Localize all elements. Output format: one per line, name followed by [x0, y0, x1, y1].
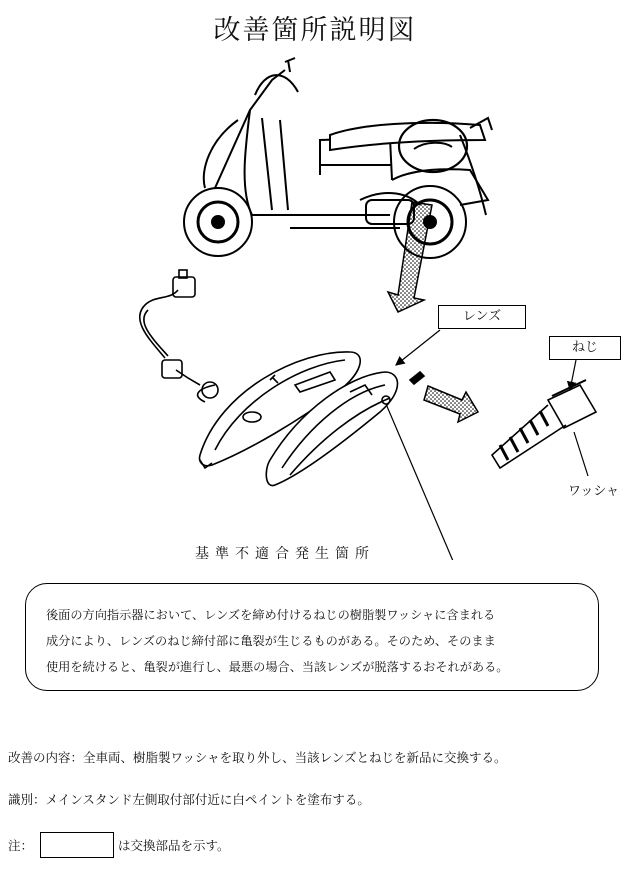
defect-description — [25, 583, 599, 691]
note-prefix: 注： — [8, 838, 34, 853]
screw-drawing — [492, 380, 596, 468]
description-line-1: 後面の方向指示器において、レンズを締め付けるねじの樹脂製ワッシャに含まれる — [46, 608, 496, 622]
washer-leader — [574, 432, 588, 476]
description-line-3: 使用を続けると、亀裂が進行し、最悪の場合、当該レンズが脱落するおそれがある。 — [46, 660, 509, 674]
scooter-drawing — [184, 58, 492, 258]
replacement-arrow — [424, 386, 478, 422]
washer-label: ワッシャ — [568, 484, 620, 499]
page-title: 改善箇所説明図 — [213, 15, 417, 46]
lens-label: レンズ — [438, 305, 526, 329]
description-line-2: 成分により、レンズのねじ締付部に亀裂が生じるものがある。そのため、そのまま — [46, 634, 496, 648]
screw-label: ねじ — [549, 336, 621, 360]
defect-location-caption: 基準不適合発生箇所 — [195, 546, 375, 562]
note-suffix: は交換部品を示す。 — [118, 838, 230, 853]
replacement-part-legend-box — [40, 832, 114, 858]
improvement-text: 改善の内容：全車両、樹脂製ワッシャを取り外し、当該レンズとねじを新品に交換する。 — [8, 750, 507, 765]
lens-leader — [396, 330, 440, 365]
identification-text: 識別：メインスタンド左側取付部付近に白ペイントを塗布する。 — [8, 792, 370, 807]
turn-signal-assembly — [140, 270, 424, 486]
defect-leader — [386, 404, 462, 560]
